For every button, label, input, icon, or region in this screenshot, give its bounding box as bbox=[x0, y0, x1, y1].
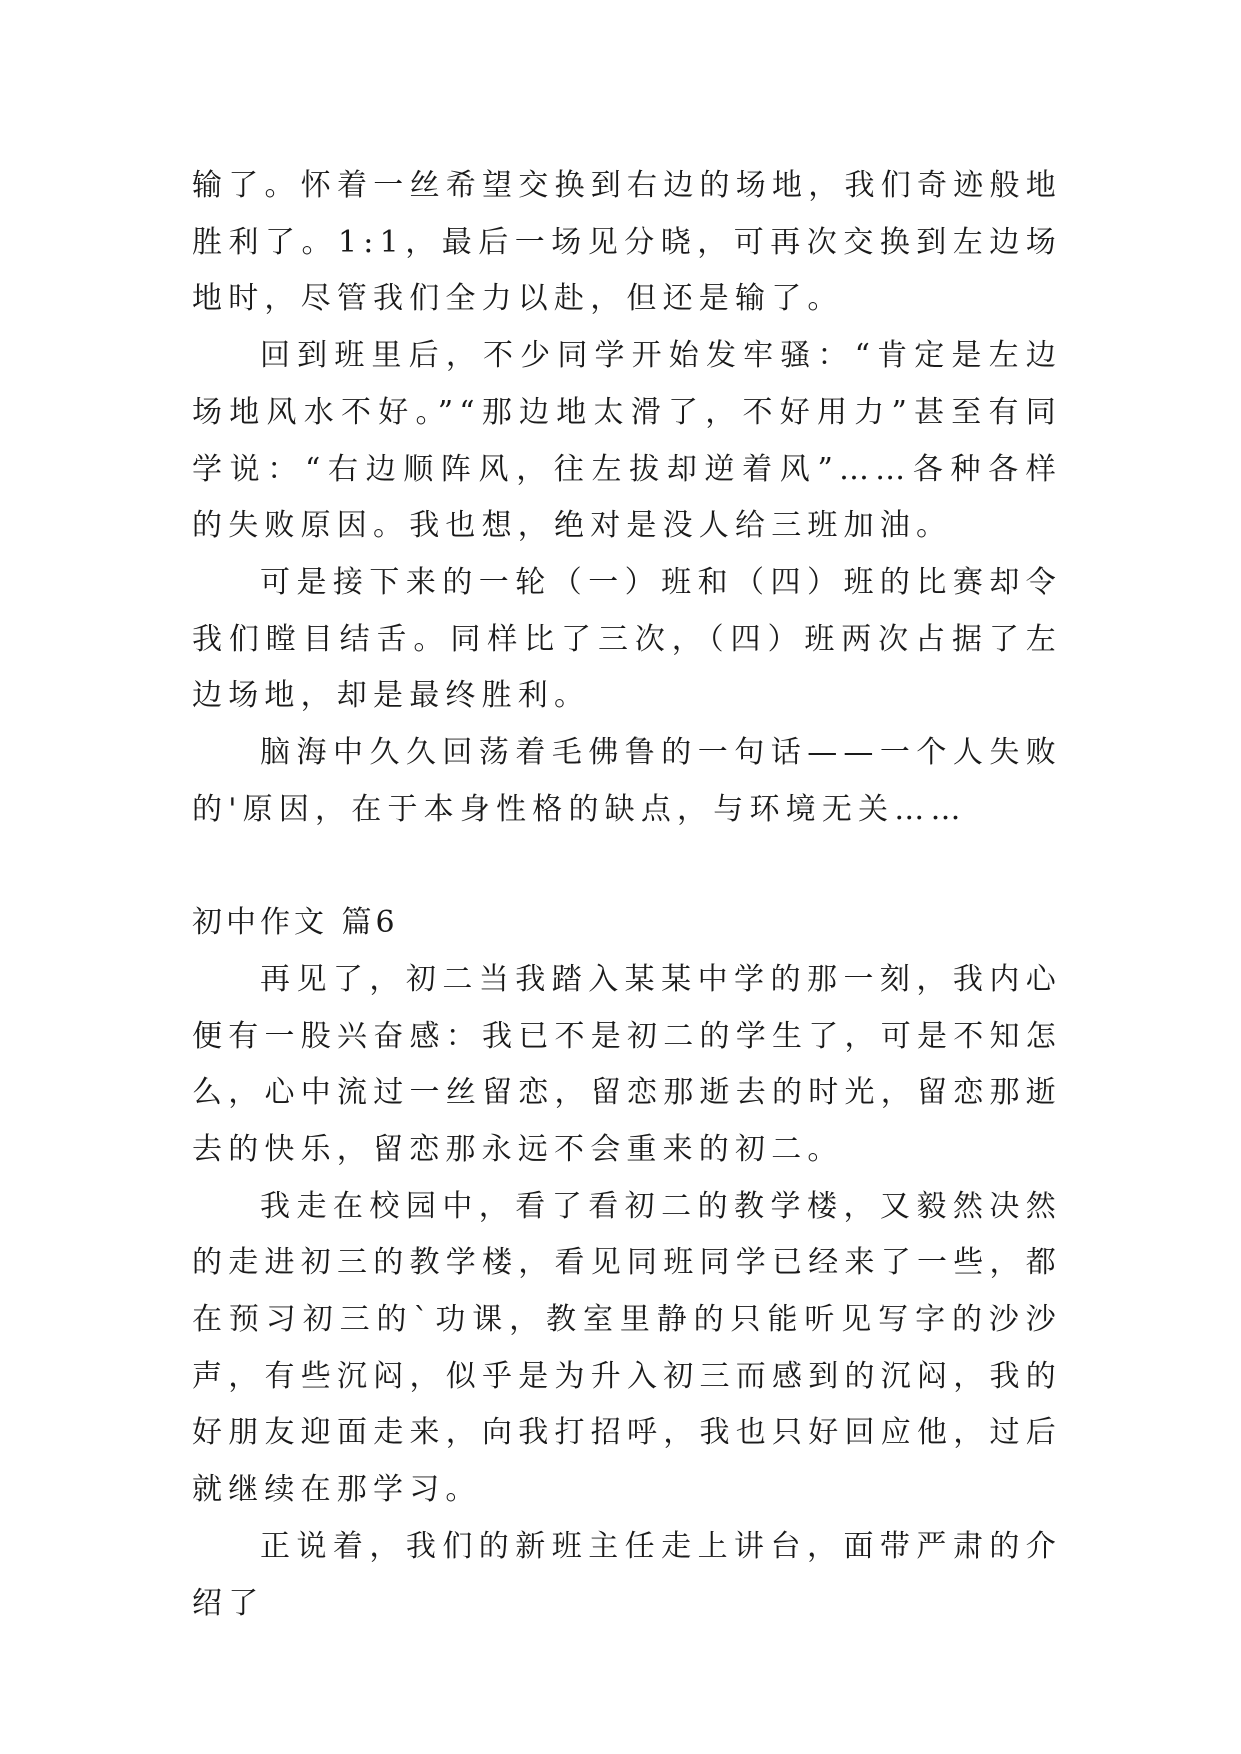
document-body bbox=[192, 158, 1062, 1632]
section-spacer bbox=[192, 838, 1062, 895]
paragraph: 我走在校园中，看了看初二的教学楼，又毅然决然的走进初三的教学楼，看见同班同学已经来了一些，都在预习初三的`功课，教室里静的只能听见写字的沙沙声，有些沉闷，似乎是为升入初三而感到的沉闷，我的好朋友迎面走来，向我打招呼，我也只好回应他，过后就继续在那学习。 bbox=[192, 1188, 1062, 1508]
paragraph: 正说着，我们的新班主任走上讲台，面带严肃的介绍了 bbox=[192, 1528, 1062, 1621]
section-heading: 初中作文 篇6 bbox=[192, 905, 399, 941]
paragraph: 脑海中久久回荡着毛佛鲁的一句话——一个人失败的'原因，在于本身性格的缺点，与环境无关…… bbox=[192, 735, 1062, 827]
paragraph: 输了。怀着一丝希望交换到右边的场地，我们奇迹般地胜利了。1:1，最后一场见分晓，可再次交换到左边场地时，尽管我们全力以赴，但还是输了。 bbox=[192, 168, 1062, 317]
paragraph: 回到班里后，不少同学开始发牢骚：“肯定是左边场地风水不好。”“那边地太滑了，不好用力”甚至有同学说：“右边顺阵风，往左拔却逆着风”……各种各样的失败原因。我也想，绝对是没人给三班加油。 bbox=[192, 338, 1062, 544]
paragraph: 再见了，初二当我踏入某某中学的那一刻，我内心便有一股兴奋感：我已不是初二的学生了，可是不知怎么，心中流过一丝留恋，留恋那逝去的时光，留恋那逝去的快乐，留恋那永远不会重来的初二。 bbox=[192, 961, 1062, 1167]
paragraph: 可是接下来的一轮（一）班和（四）班的比赛却令我们瞠目结舌。同样比了三次，（四）班两次占据了左边场地，却是最终胜利。 bbox=[192, 564, 1062, 714]
